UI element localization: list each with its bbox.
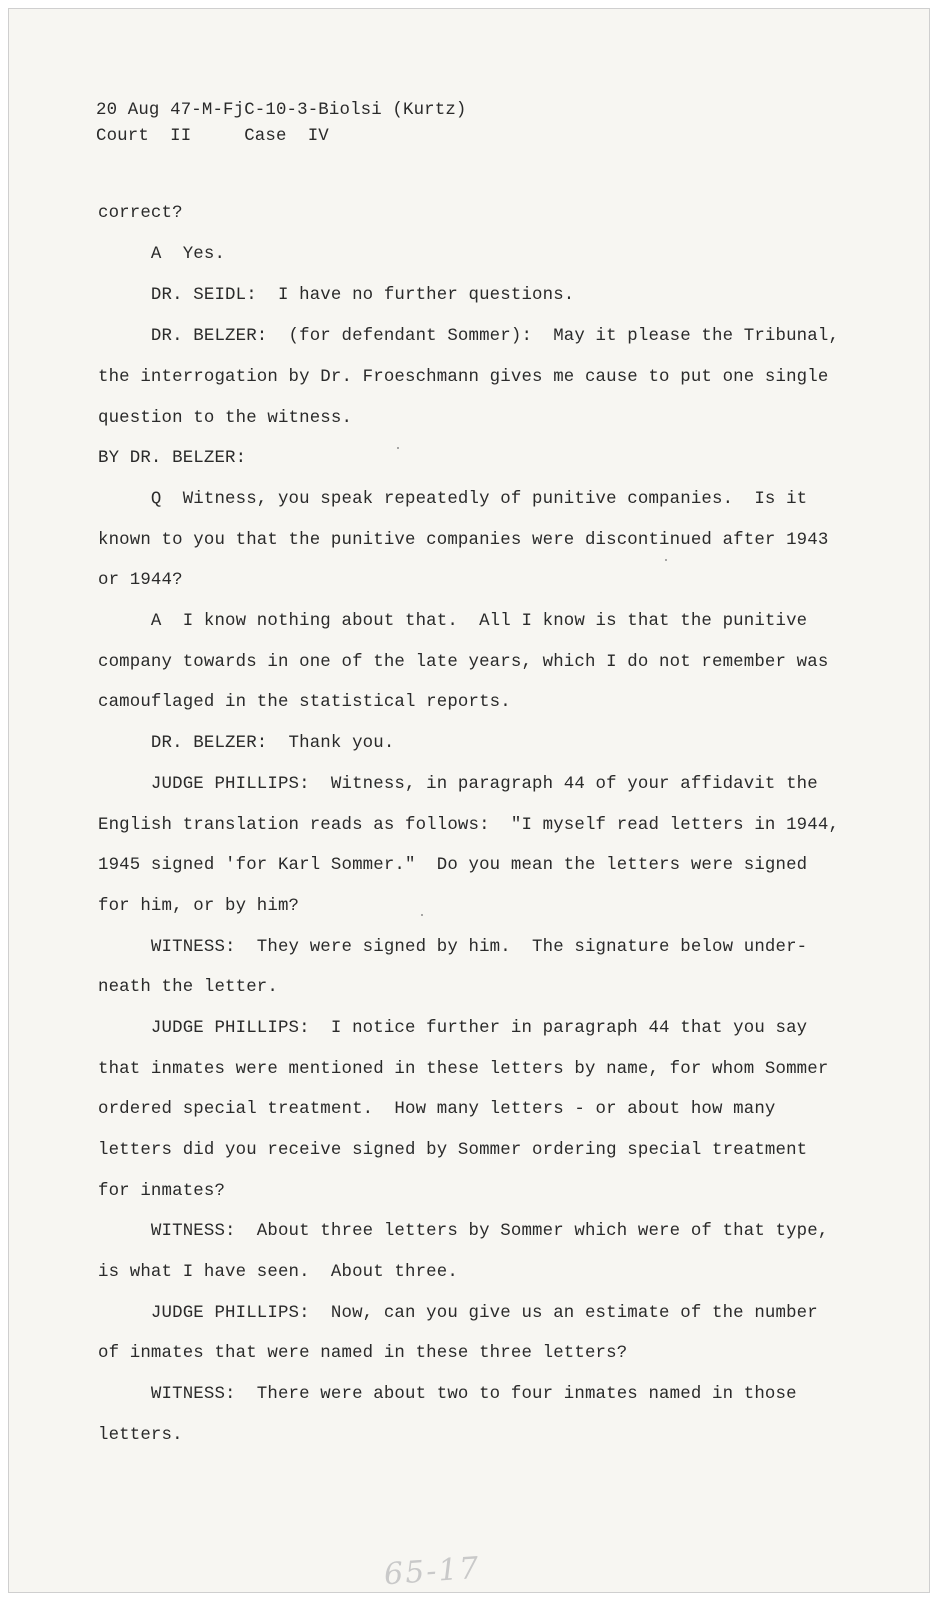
transcript-line: English translation reads as follows: "I myself read letters in 1944, bbox=[98, 816, 840, 835]
transcript-line: WITNESS: They were signed by him. The signature below under- bbox=[98, 938, 808, 957]
transcript-page bbox=[8, 8, 930, 1593]
transcript-line: DR. BELZER: (for defendant Sommer): May it please the Tribunal, bbox=[98, 327, 840, 346]
transcript-line: for him, or by him? bbox=[98, 897, 300, 916]
transcript-line: WITNESS: About three letters by Sommer which were of that type, bbox=[98, 1222, 829, 1241]
transcript-line: neath the letter. bbox=[98, 978, 278, 997]
transcript-line: BY DR. BELZER: bbox=[98, 449, 247, 468]
transcript-line: the interrogation by Dr. Froeschmann gives me cause to put one single bbox=[98, 368, 829, 387]
paper-speck bbox=[421, 914, 423, 916]
header-case-reference: 20 Aug 47-M-FjC-10-3-Biolsi (Kurtz) bbox=[96, 101, 467, 120]
transcript-line: or 1944? bbox=[98, 571, 183, 590]
transcript-line: A I know nothing about that. All I know is that the punitive bbox=[98, 612, 808, 631]
transcript-line: of inmates that were named in these three letters? bbox=[98, 1344, 628, 1363]
transcript-line: A Yes. bbox=[98, 245, 226, 264]
transcript-line: is what I have seen. About three. bbox=[98, 1263, 458, 1282]
transcript-line: question to the witness. bbox=[98, 409, 353, 428]
transcript-line: that inmates were mentioned in these letters by name, for whom Sommer bbox=[98, 1060, 829, 1079]
transcript-line: JUDGE PHILLIPS: Now, can you give us an estimate of the number bbox=[98, 1304, 818, 1323]
transcript-line: DR. SEIDL: I have no further questions. bbox=[98, 286, 575, 305]
transcript-line: 1945 signed 'for Karl Sommer." Do you mean the letters were signed bbox=[98, 856, 808, 875]
transcript-line: ordered special treatment. How many letters - or about how many bbox=[98, 1100, 776, 1119]
transcript-line: Q Witness, you speak repeatedly of punitive companies. Is it bbox=[98, 490, 808, 509]
transcript-line: known to you that the punitive companies were discontinued after 1943 bbox=[98, 531, 829, 550]
paper-speck bbox=[397, 447, 399, 449]
transcript-line: camouflaged in the statistical reports. bbox=[98, 693, 511, 712]
transcript-line: correct? bbox=[98, 204, 183, 223]
transcript-line: DR. BELZER: Thank you. bbox=[98, 734, 395, 753]
header-court-case: Court II Case IV bbox=[96, 127, 329, 146]
transcript-line: JUDGE PHILLIPS: Witness, in paragraph 44 of your affidavit the bbox=[98, 775, 818, 794]
paper-speck bbox=[665, 559, 667, 561]
transcript-line: JUDGE PHILLIPS: I notice further in paragraph 44 that you say bbox=[98, 1019, 808, 1038]
transcript-line: WITNESS: There were about two to four inmates named in those bbox=[98, 1385, 797, 1404]
transcript-line: letters. bbox=[98, 1426, 183, 1445]
transcript-line: company towards in one of the late years, which I do not remember was bbox=[98, 653, 829, 672]
transcript-line: letters did you receive signed by Sommer ordering special treatment bbox=[98, 1141, 808, 1160]
transcript-line: for inmates? bbox=[98, 1182, 226, 1201]
handwritten-folio-number: 65-17 bbox=[382, 1550, 482, 1593]
